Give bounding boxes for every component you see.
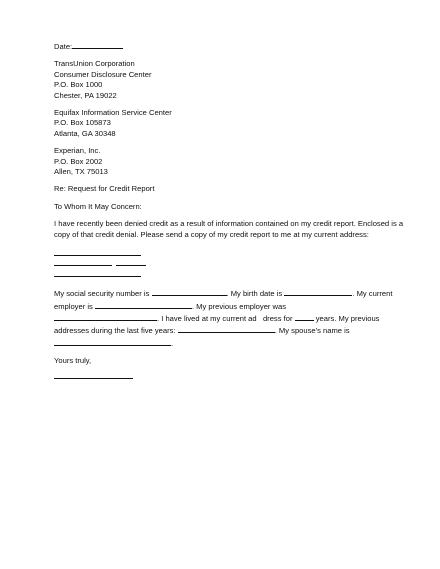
credit-report-request-letter xyxy=(54,40,404,382)
details-line-3 xyxy=(54,312,384,324)
recipient-line: Equifax Information Service Center xyxy=(54,108,172,118)
details-line-4 xyxy=(54,324,384,336)
previous-addresses-blank xyxy=(178,324,275,333)
spouse-name-blank xyxy=(54,337,174,348)
addresses-label: addresses during the last five years: xyxy=(54,326,176,336)
closing: Yours truly, xyxy=(54,356,92,366)
birth-date-label: . My birth date is xyxy=(226,289,283,299)
years-blank xyxy=(295,312,314,321)
details-paragraph xyxy=(54,287,393,349)
recipient-line: P.O. Box 105873 xyxy=(54,118,111,128)
lived-label: . I have lived at my current ad xyxy=(157,314,257,324)
recipient-line: P.O. Box 2002 xyxy=(54,156,103,166)
previous-employer-label: . My previous employer was xyxy=(191,301,287,311)
address-blank xyxy=(116,257,146,266)
recipient-equifax xyxy=(54,108,384,139)
details-line-1 xyxy=(54,287,393,299)
date-line xyxy=(54,40,384,52)
employer-label: employer is xyxy=(54,301,93,311)
address-blank xyxy=(54,268,141,277)
date-blank xyxy=(72,40,123,49)
recipient-line: P.O. Box 1000 xyxy=(54,80,103,90)
intro-line-1: I have recently been denied credit as a result of information contained on my credit report. Enclosed is a xyxy=(54,219,404,229)
date-label: Date: xyxy=(54,42,73,51)
spouse-label: . My spouse's name is xyxy=(274,326,350,336)
recipient-line: Atlanta, GA 30348 xyxy=(54,128,116,138)
years-label: years. My previous xyxy=(315,314,380,324)
salutation: To Whom It May Concern: xyxy=(54,201,142,211)
ssn-label: My social security number is xyxy=(54,289,150,299)
address-blanks xyxy=(54,247,384,278)
recipient-line: Allen, TX 75013 xyxy=(54,167,108,177)
address-line-2 xyxy=(54,257,384,267)
address-blank xyxy=(54,247,141,256)
birth-date-blank xyxy=(284,287,352,296)
recipient-line: TransUnion Corporation xyxy=(54,59,135,69)
intro-paragraph xyxy=(54,219,404,240)
ssn-blank xyxy=(152,287,227,296)
signature-blank xyxy=(54,370,133,379)
subject-line: Re: Request for Credit Report xyxy=(54,184,155,194)
address-blank xyxy=(54,257,112,266)
recipient-line: Chester, PA 19022 xyxy=(54,90,117,100)
current-label: . My current xyxy=(352,289,393,299)
address-line-1 xyxy=(54,247,384,257)
details-line-2 xyxy=(54,300,384,312)
intro-line-2: copy of that credit denial. Please send a copy of my credit report to me at my current address: xyxy=(54,229,369,239)
recipient-experian xyxy=(54,146,384,177)
previous-employer-blank xyxy=(54,312,157,321)
recipient-transunion xyxy=(54,59,384,101)
recipient-line: Consumer Disclosure Center xyxy=(54,69,152,79)
recipient-line: Experian, Inc. xyxy=(54,146,101,156)
details-line-5 xyxy=(54,337,384,349)
dress-for-label: dress for xyxy=(262,314,293,324)
signature-line-row xyxy=(54,370,384,382)
address-line-3 xyxy=(54,268,384,278)
employer-blank xyxy=(95,300,192,309)
end-period: . xyxy=(171,338,174,348)
